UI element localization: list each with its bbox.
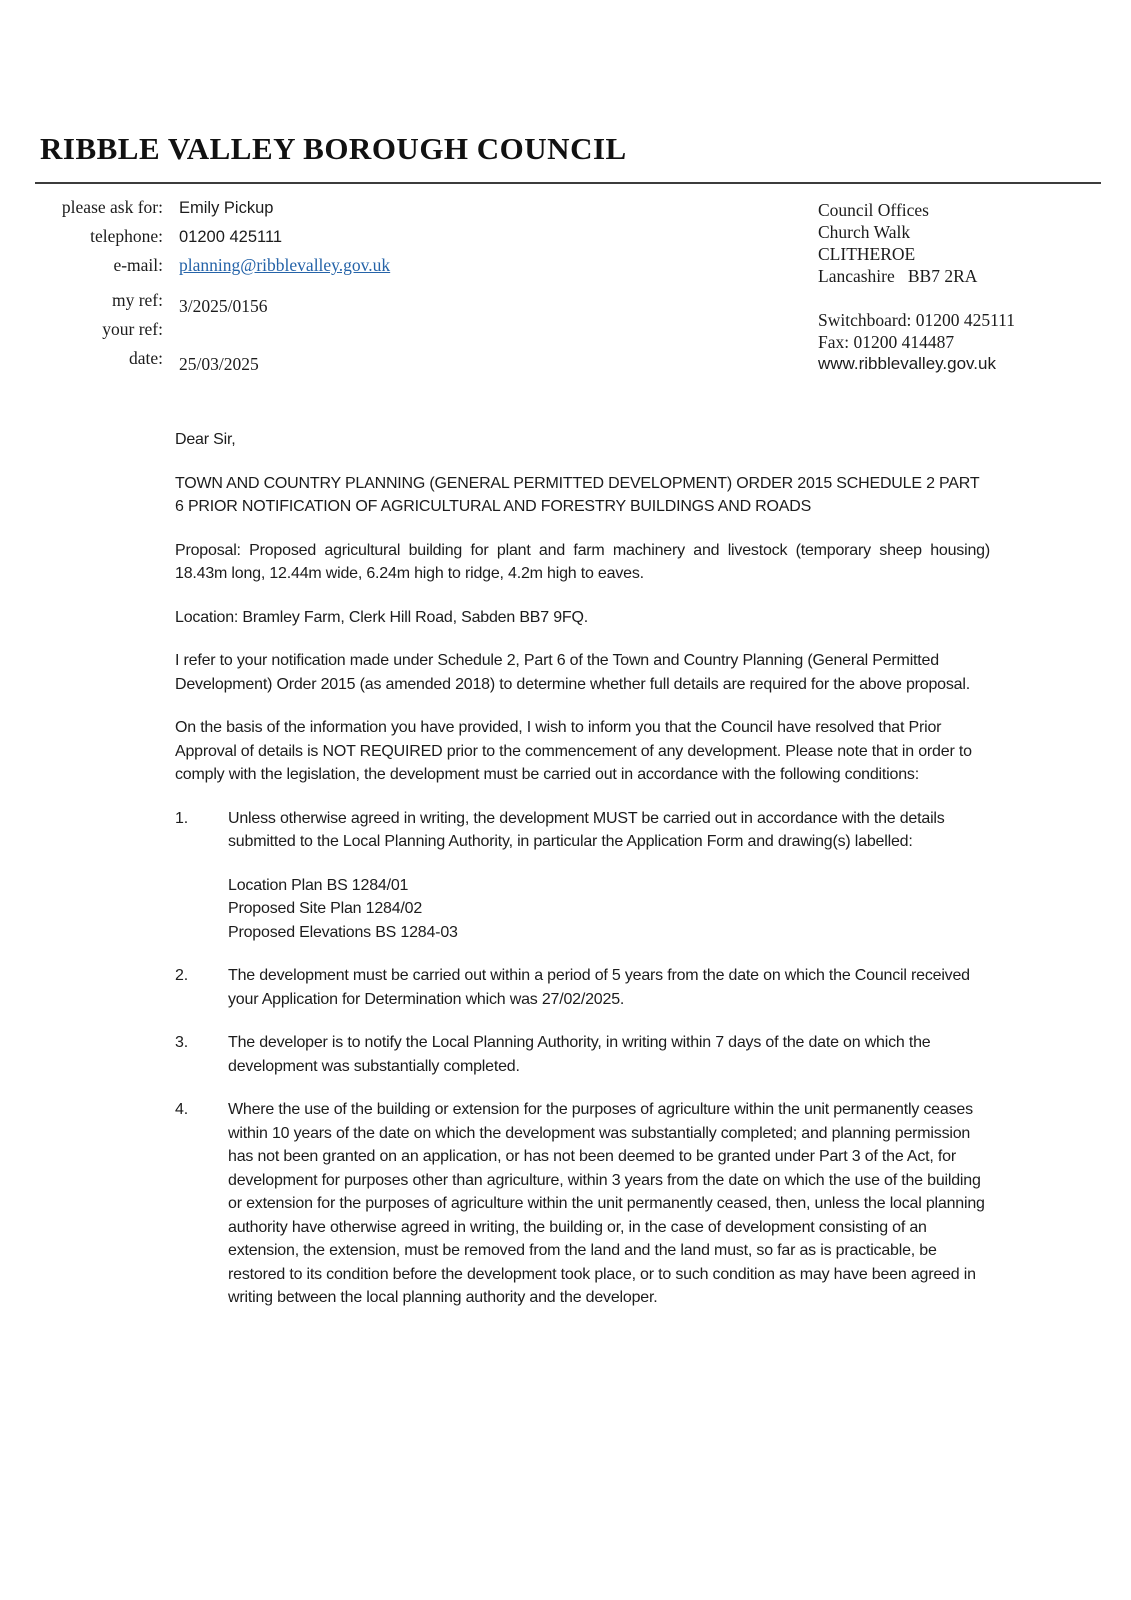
council-address-block [818, 199, 1118, 375]
location-paragraph: Location: Bramley Farm, Clerk Hill Road, Sabden BB7 9FQ. [175, 608, 588, 626]
drawing-item-site-plan: Proposed Site Plan 1284/02 [228, 900, 423, 917]
drawing-item-elevations: Proposed Elevations BS 1284-03 [228, 923, 458, 941]
date-value: 25/03/2025 [179, 354, 259, 374]
basis-paragraph: On the basis of the information you have provided, I wish to inform you that the Council have resolved that Prior Approval of details is NOT REQUIRED prior to the commencement of any development. Please note that in order to comply with the legislation, the development must be carried out in accordance with the following conditions: [175, 719, 972, 783]
ask-for-label: please ask for: [61, 197, 163, 217]
condition-1-number: 1. [175, 809, 188, 827]
drawing-list [228, 874, 990, 945]
condition-3-number: 3. [175, 1034, 188, 1051]
telephone-label: telephone: [90, 226, 163, 246]
subject-heading: TOWN AND COUNTRY PLANNING (GENERAL PERMITTED DEVELOPMENT) ORDER 2015 SCHEDULE 2 PART 6 PRIOR NOTIFICATION OF AGRICULTURAL AND FORESTRY BUILDINGS AND ROADS [175, 474, 980, 515]
contact-row-ask-for [35, 197, 555, 226]
date-label: date: [128, 348, 163, 368]
contact-row-email [35, 255, 555, 284]
contact-row-your-ref [35, 319, 555, 348]
ask-for-value: Emily Pickup [179, 199, 274, 217]
condition-4-number: 4. [175, 1101, 188, 1118]
website-text: www.ribblevalley.gov.uk [818, 354, 996, 373]
condition-4-text: Where the use of the building or extension for the purposes of agriculture within the unit permanently ceases within 10 years of the date on which the development was substantially completed; and planning permission has not been granted on an application, or has not been deemed to be granted under Part 3 of the Act, for development for purposes other than agriculture, within 3 years from the date on which the use of the building or extension for the purposes of agriculture within the unit permanently ceased, then, unless the local planning authority have otherwise agreed in writing, the building or, in the case of development consisting of an extension, the extension, must be removed from the land and the land must, so far as is practicable, be restored to its condition before the development took place, or to such condition as may have been agreed in writing between the local planning authority and the developer. [228, 1101, 985, 1306]
fax-line: Fax: 01200 414487 [818, 332, 955, 352]
my-ref-label: my ref: [111, 290, 163, 310]
contact-details-block [35, 197, 555, 377]
salutation: Dear Sir, [175, 431, 236, 448]
condition-2-number: 2. [175, 967, 188, 984]
contact-row-my-ref [35, 290, 555, 319]
email-label: e-mail: [113, 255, 163, 275]
condition-4 [175, 1098, 990, 1310]
council-name-heading: RIBBLE VALLEY BOROUGH COUNCIL [40, 131, 627, 166]
address-line-town: CLITHEROE [818, 244, 916, 264]
switchboard-line: Switchboard: 01200 425111 [818, 310, 1016, 330]
condition-2-text: The development must be carried out within a period of 5 years from the date on which the Council received your Application for Determination which was 27/02/2025. [228, 967, 970, 1008]
condition-2 [175, 964, 990, 1011]
phone-group [818, 309, 1118, 375]
condition-1-body: Unless otherwise agreed in writing, the development MUST be carried out in accordance with the details submitted to the Local Planning Authority, in particular the Application Form and drawing(s) labelled: [228, 809, 945, 850]
your-ref-label: your ref: [102, 319, 163, 339]
letterhead-rule [35, 182, 1101, 184]
address-line-county-postcode: Lancashire BB7 2RA [818, 266, 978, 286]
refer-paragraph: I refer to your notification made under Schedule 2, Part 6 of the Town and Country Planning (General Permitted Development) Order 2015 (as amended 2018) to determine whether full details are required for the above proposal. [175, 652, 970, 693]
letter-body [175, 428, 990, 1330]
address-line-offices: Council Offices [818, 200, 929, 220]
drawing-item-location-plan: Location Plan BS 1284/01 [228, 876, 409, 894]
contact-row-telephone [35, 226, 555, 255]
proposal-paragraph: Proposal: Proposed agricultural building for plant and farm machinery and livestock (temporary sheep housing) 18.43m long, 12.44m wide, 6.24m high to ridge, 4.2m high to eaves. [175, 541, 990, 582]
my-ref-value: 3/2025/0156 [179, 296, 268, 316]
telephone-value: 01200 425111 [179, 228, 283, 246]
email-link[interactable]: planning@ribblevalley.gov.uk [179, 255, 391, 275]
condition-1 [175, 807, 990, 945]
address-line-street: Church Walk [818, 222, 911, 242]
contact-row-date [35, 348, 555, 377]
condition-3 [175, 1031, 990, 1078]
condition-3-text: The developer is to notify the Local Planning Authority, in writing within 7 days of the date on which the development was substantially completed. [228, 1034, 931, 1075]
condition-1-text [228, 807, 990, 945]
